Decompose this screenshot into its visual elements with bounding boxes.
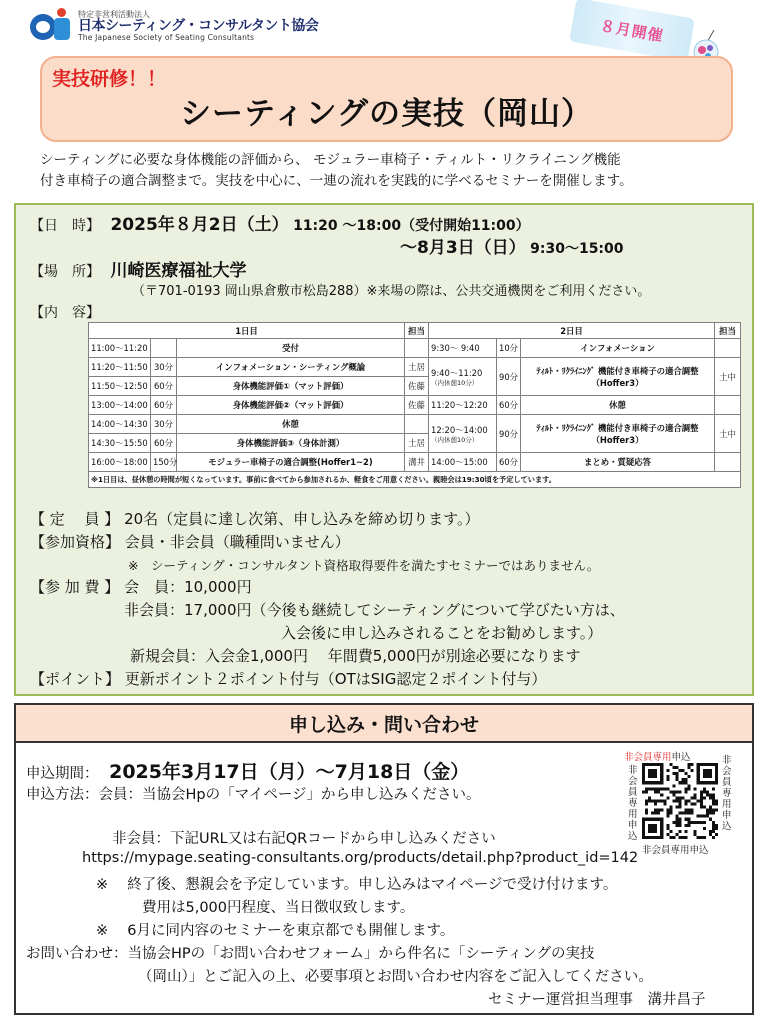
cell-time: 11:50～12:50	[89, 377, 151, 396]
logo-line2: 日本シーティング・コンサルタント協会	[78, 17, 319, 34]
logo-mark-icon	[30, 8, 74, 44]
cell-staff	[715, 396, 741, 415]
logo-line1: 特定非営利活動法人	[78, 9, 150, 19]
cell-staff	[715, 453, 741, 472]
place-name: 川崎医療福祉大学	[110, 261, 247, 281]
cell-minutes: 60分	[497, 453, 521, 472]
cell-staff: 土中	[715, 358, 741, 396]
cell-time-note: （内休憩10分）	[431, 378, 479, 387]
staff-header-2: 担当	[715, 323, 741, 339]
table-row	[89, 358, 741, 377]
period-value: 2025年3月17日（月）～7月18日（金）	[109, 761, 470, 783]
table-row	[89, 396, 741, 415]
cell-time-text: 9:40～11:20	[431, 367, 483, 378]
schedule-note: ※1日目は、昼休憩の時間が短くなっています。事前に食べてから参加されるか、軽食をご用意ください。親睦会は19:30頃を予定しています。	[89, 472, 741, 488]
cell-minutes: 90分	[497, 358, 521, 396]
capacity-value: 20名（定員に達し次第、申し込みを締め切ります。）	[124, 510, 480, 528]
cell-content: 受付	[177, 339, 405, 358]
table-row	[89, 453, 741, 472]
day2-header: 2日目	[429, 323, 715, 339]
cell-content: 身体機能評価②（マット評価）	[177, 396, 405, 415]
table-note-row	[89, 472, 741, 488]
cell-content	[521, 415, 715, 453]
cell-time: 14:30～15:50	[89, 434, 151, 453]
qr-block	[622, 749, 742, 856]
cell-time	[429, 358, 497, 396]
table-row	[89, 339, 741, 358]
cell-staff: 溝井	[405, 453, 429, 472]
qr-label-top	[624, 749, 691, 763]
cell-minutes: 60分	[497, 396, 521, 415]
apply-box	[14, 703, 754, 1015]
cell-time-note: （内休憩10分）	[431, 435, 479, 444]
qr-label-red: 非会員専用	[624, 752, 672, 763]
qr-label-right: 非会員専用申込	[722, 755, 732, 832]
fee-label: 【参 加 費 】	[30, 578, 120, 596]
cell-time: 11:00～11:20	[89, 339, 151, 358]
contact-line2: （岡山）」とご記入の上、必要事項とお問い合わせ内容をご記入してください。	[138, 969, 653, 985]
cell-content-line1: ﾃｨﾙﾄ・ﾘｸﾗｲﾆﾝｸﾞ 機能付き車椅子の適合調整	[536, 422, 699, 433]
apply-url[interactable]: https://mypage.seating-consultants.org/products/detail.php?product_id=142	[82, 850, 639, 866]
cell-time: 11:20～12:20	[429, 396, 497, 415]
point-value: 更新ポイント２ポイント付与（OTはSIG認定２ポイント付与）	[124, 670, 547, 688]
qr-label-black: 申込	[671, 752, 691, 763]
cell-content: 身体機能評価①（マット評価）	[177, 377, 405, 396]
intro-line2: 付き車椅子の適合調整まで。実技を中心に、一連の流れを実践的に学べるセミナーを開催します。	[40, 173, 633, 189]
cell-time: 16:00～18:00	[89, 453, 151, 472]
period-label: 申込期間：	[26, 766, 99, 782]
cell-staff	[715, 339, 741, 358]
cell-minutes: 150分	[151, 453, 177, 472]
apply-method: 申込方法：会員：当協会Hpの「マイページ」から申し込みください。	[26, 787, 481, 803]
fee-nonmember: 非会員：17,000円（今後も継続してシーティングについて学びたい方は、	[124, 601, 625, 619]
intro-text	[40, 150, 740, 192]
cell-content: 身体機能評価③（身体計測）	[177, 434, 405, 453]
cell-minutes: 10分	[497, 339, 521, 358]
cell-content	[521, 358, 715, 396]
schedule-table	[88, 322, 741, 488]
point-row	[30, 668, 546, 689]
qr-label-bottom: 非会員専用申込	[642, 845, 709, 856]
qualification-value: 会員・非会員（職種問いません）	[124, 533, 350, 551]
cell-staff: 佐藤	[405, 377, 429, 396]
date-main2: ～8月3日（日）	[400, 238, 526, 258]
logo-line3: The Japanese Society of Seating Consultants	[78, 32, 255, 42]
cell-content-line1: ﾃｨﾙﾄ・ﾘｸﾗｲﾆﾝｸﾞ 機能付き車椅子の適合調整	[536, 365, 699, 376]
cell-minutes: 30分	[151, 358, 177, 377]
cell-content: インフォメーション・シーティング概論	[177, 358, 405, 377]
place-address: （〒701-0193 岡山県倉敷市松島288）※来場の際は、公共交通機関をご利用ください。	[132, 284, 651, 299]
cell-staff: 土中	[715, 415, 741, 453]
badge-label: ８月開催	[598, 16, 665, 45]
cell-content: 休憩	[177, 415, 405, 434]
date-label: 【日 時】	[30, 218, 100, 234]
table-row	[89, 415, 741, 434]
cell-minutes: 90分	[497, 415, 521, 453]
cell-content-line2: （Hoffer3）	[591, 377, 644, 388]
qualification-note: ※ シーティング・コンサルタント資格取得要件を満たすセミナーではありません。	[128, 558, 600, 573]
date-row2	[400, 233, 624, 258]
period-row	[26, 757, 469, 784]
cell-content: インフォメーション	[521, 339, 715, 358]
date-time1: 11:20 ～18:00（受付開始11:00）	[293, 218, 530, 234]
capacity-row	[30, 508, 479, 529]
cell-staff	[405, 339, 429, 358]
apply-heading: 申し込み・問い合わせ	[16, 705, 752, 743]
note-party: ※ 終了後、懇親会を予定しています。申し込みはマイページで受け付けます。	[96, 877, 618, 893]
cell-staff: 土居	[405, 434, 429, 453]
qualification-row	[30, 531, 350, 552]
cell-time: 9:30～ 9:40	[429, 339, 497, 358]
title-banner	[40, 56, 733, 142]
cell-minutes: 60分	[151, 396, 177, 415]
cell-content: モジュラー車椅子の適合調整(Hoffer1~2)	[177, 453, 405, 472]
contact-line1: お問い合わせ：当協会HPの「お問い合わせフォーム」から件名に「シーティングの実技	[26, 946, 595, 962]
cell-content: 休憩	[521, 396, 715, 415]
signature: セミナー運営担当理事 溝井昌子	[488, 992, 706, 1008]
point-label: 【ポイント】	[30, 670, 121, 688]
place-row	[30, 256, 246, 281]
cell-minutes: 60分	[151, 434, 177, 453]
cell-minutes: 60分	[151, 377, 177, 396]
cell-minutes: 30分	[151, 415, 177, 434]
table-header-row	[89, 323, 741, 339]
cell-content-line2: （Hoffer3）	[591, 434, 644, 445]
cell-staff: 土居	[405, 358, 429, 377]
nonmember-instruction: 非会員：下記URL又は右記QRコードから申し込みください	[112, 831, 496, 847]
fee-new-member: 新規会員：入会金1,000円 年間費5,000円が別途必要になります	[130, 647, 581, 665]
cell-time: 11:20～11:50	[89, 358, 151, 377]
date-row	[30, 210, 530, 235]
cell-minutes	[151, 339, 177, 358]
cell-time: 14:00～14:30	[89, 415, 151, 434]
page-title: シーティングの実技（岡山）	[180, 96, 593, 132]
intro-line1: シーティングに必要な身体機能の評価から、 モジュラー車椅子・ティルト・リクライニング機能	[40, 152, 621, 168]
cell-time	[429, 415, 497, 453]
fee-member: 会 員：10,000円	[124, 578, 252, 596]
date-time2: 9:30～15:00	[530, 241, 624, 257]
qualification-label: 【参加資格】	[30, 533, 121, 551]
qr-code-icon[interactable]	[642, 763, 718, 839]
cell-time: 14:00～15:00	[429, 453, 497, 472]
qr-label-left: 非会員専用申込	[628, 765, 638, 842]
fee-row	[30, 576, 252, 597]
capacity-label: 【 定 員 】	[30, 510, 120, 528]
note-tokyo: ※ 6月に同内容のセミナーを東京都でも開催します。	[96, 923, 455, 939]
cell-staff: 佐藤	[405, 396, 429, 415]
date-main: 2025年８月2日（土）	[110, 215, 289, 235]
title-kicker: 実技研修！！	[52, 68, 167, 90]
cell-time-text: 12:20～14:00	[431, 424, 488, 435]
cell-content: まとめ・質疑応答	[521, 453, 715, 472]
content-label: 【内 容】	[30, 305, 100, 321]
day1-header: 1日目	[89, 323, 405, 339]
note-party-fee: 費用は5,000円程度、当日徴収致します。	[142, 900, 415, 916]
staff-header-1: 担当	[405, 323, 429, 339]
cell-time: 13:00～14:00	[89, 396, 151, 415]
fee-nonmember-2: 入会後に申し込みされることをお勧めします。）	[281, 624, 603, 642]
association-logo	[30, 8, 318, 44]
place-label: 【場 所】	[30, 264, 100, 280]
cell-staff	[405, 415, 429, 434]
